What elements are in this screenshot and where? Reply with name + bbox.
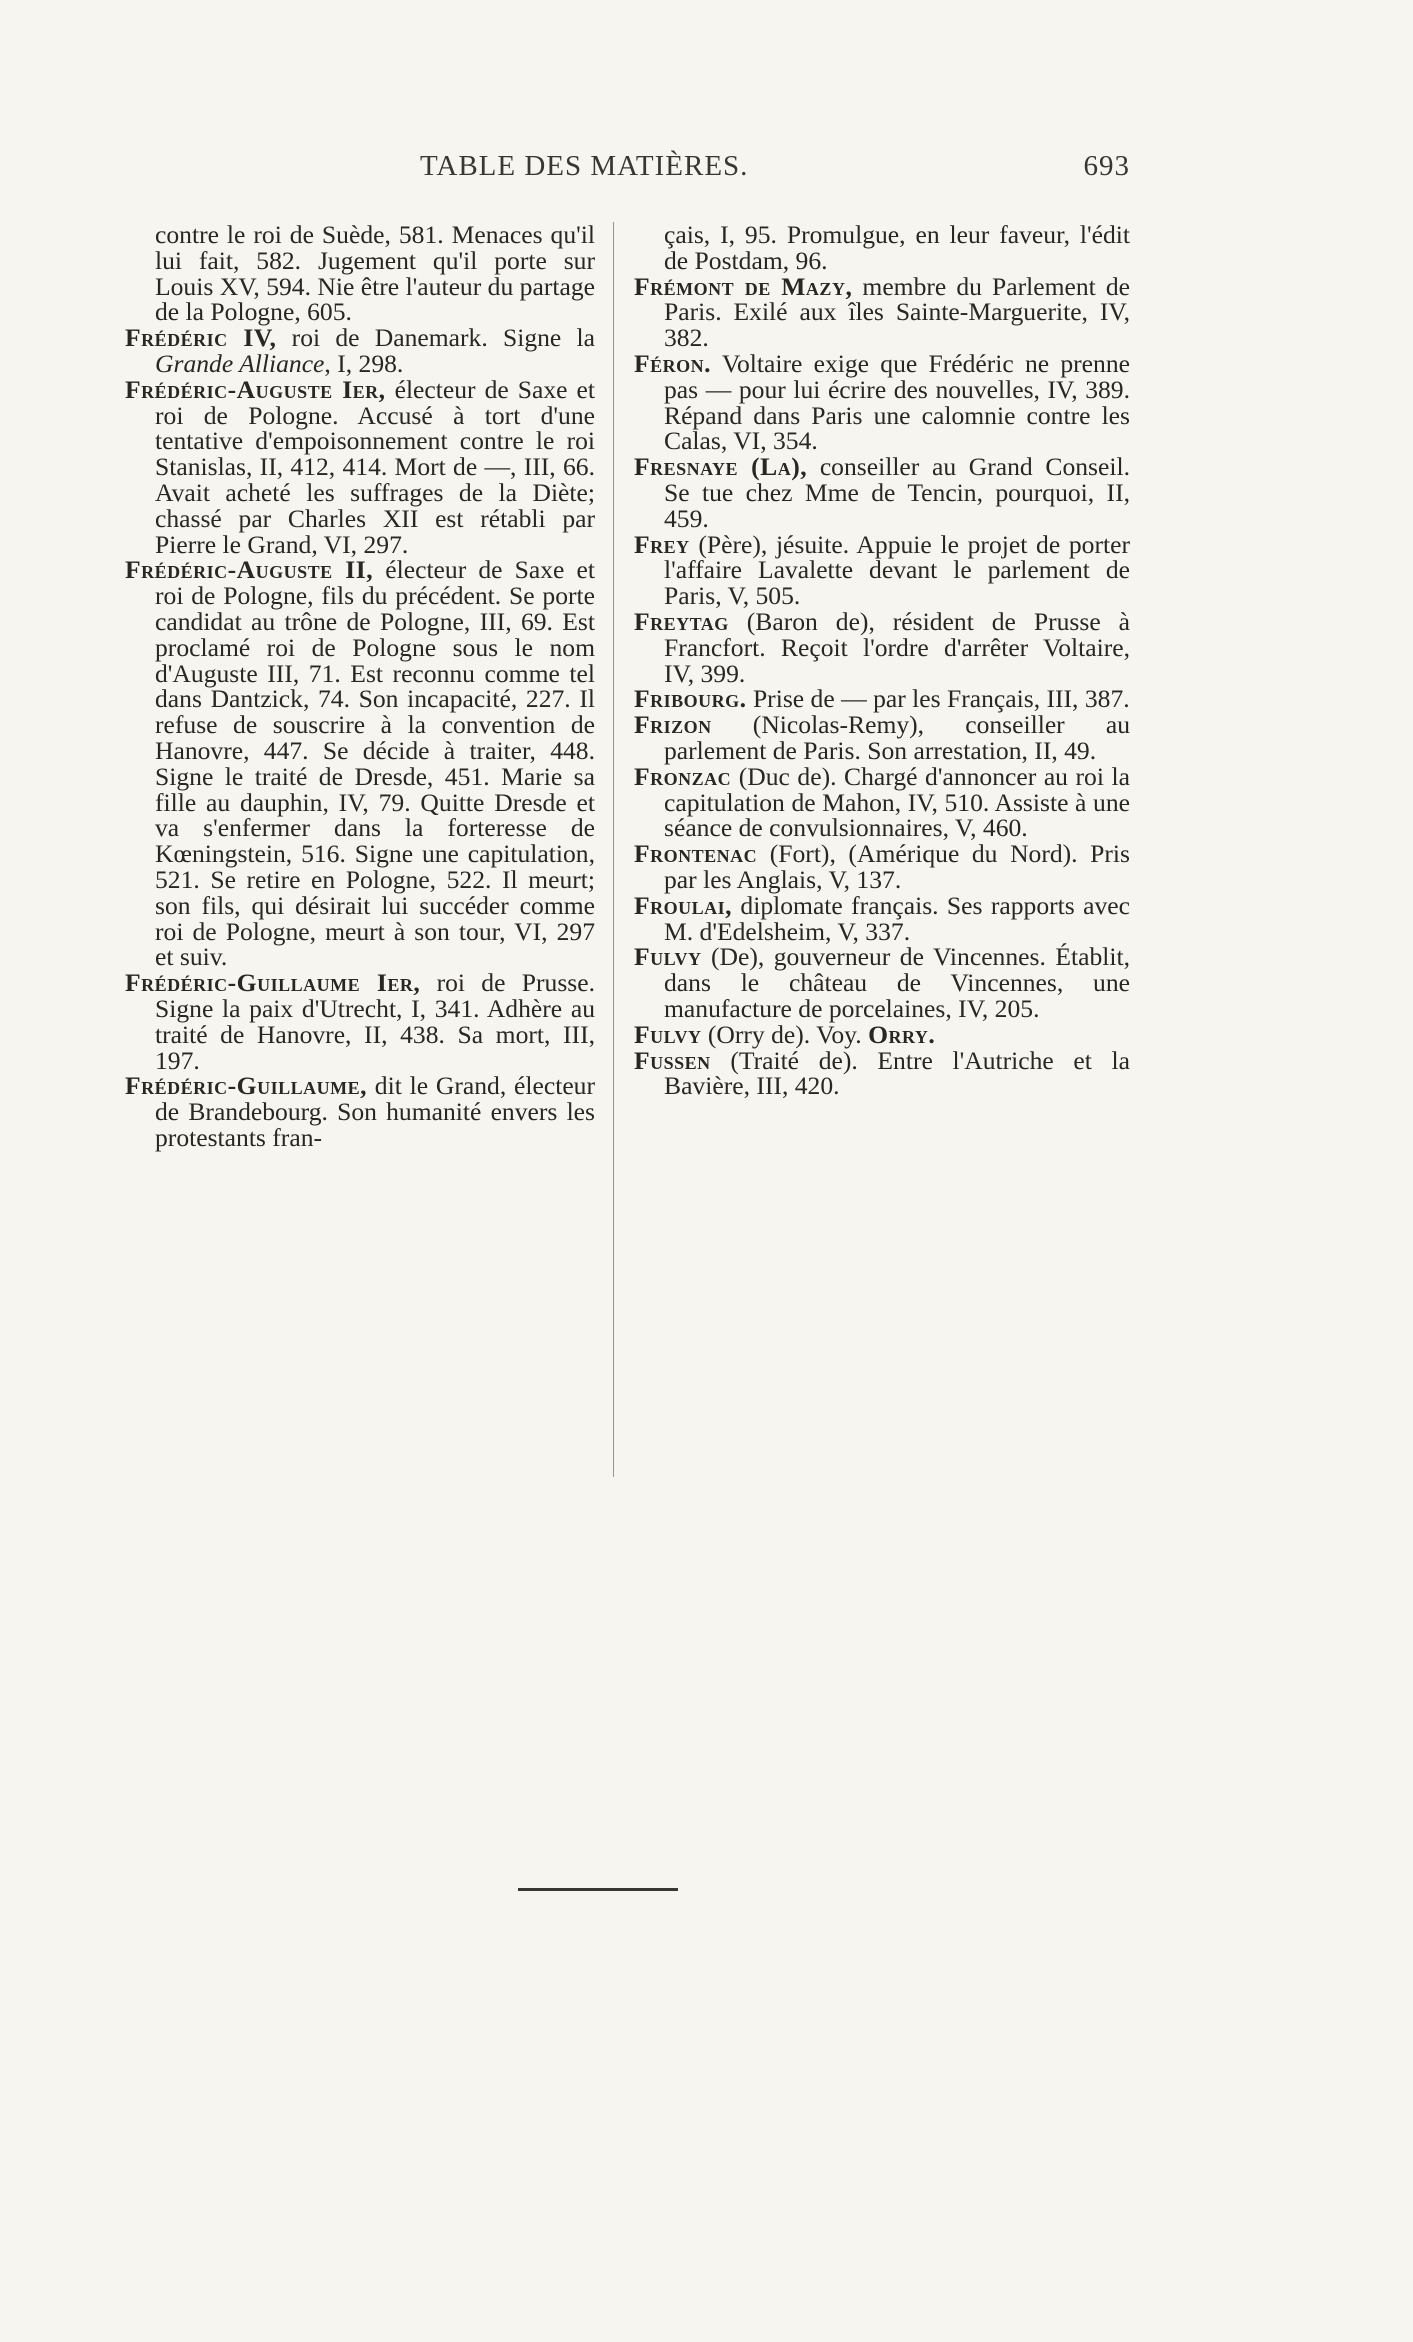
index-entry	[634, 841, 1130, 893]
entry-text: roi de Prusse. Signe la paix d'Utrecht, I, 341. Adhère au traité de Hanovre, II, 438. Sa mort, III, 197.	[155, 968, 595, 1075]
index-entry	[125, 222, 595, 325]
running-title: TABLE DES MATIÈRES.	[420, 150, 749, 182]
entry-headword: Fresnaye (La),	[634, 452, 808, 482]
entry-headword: Fribourg.	[634, 684, 747, 714]
entry-text: (Père), jésuite. Appuie le projet de porter l'affaire Lavalette devant le parlement de Paris, V, 505.	[664, 529, 1130, 611]
entry-text: électeur de Saxe et roi de Pologne, fils du précédent. Se porte candidat au trône de Pologne, III, 69. Est proclamé roi de Pologne sous le nom d'Auguste III, 71. Est reconnu comme tel dans Dantzick, 74. Son incapacité, 227. Il refuse de souscrire à la convention de Hanovre, 447. Se décide à traiter, 448. Signe le traité de Dresde, 451. Marie sa fille au dauphin, IV, 79. Quitte Dresde et va s'enfermer dans la forteresse de Kœningstein, 516. Signe une capitulation, 521. Se retire en Pologne, 522. Il meurt; son fils, qui désirait lui succéder comme roi de Pologne, meurt à son tour, VI, 297 et suiv.	[155, 555, 595, 972]
index-entry	[634, 686, 1130, 712]
entry-tail: , I, 298.	[324, 348, 404, 378]
entry-text: conseiller au Grand Conseil. Se tue chez Mme de Tencin, pourquoi, II, 459.	[664, 452, 1130, 533]
entry-headword: Frey	[634, 529, 690, 559]
index-entry	[634, 222, 1130, 274]
index-entry	[634, 271, 1130, 353]
entry-headword: Frémont de Mazy,	[634, 271, 853, 301]
entry-text: contre le roi de Suède, 581. Menaces qu'il lui fait, 582. Jugement qu'il porte sur Louis XV, 594. Nie être l'auteur du partage de la Pologne, 605.	[155, 220, 595, 327]
index-entry	[125, 557, 595, 970]
index-entry	[125, 325, 595, 377]
entry-text: (Nicolas-Remy), conseiller au parlement de Paris. Son arrestation, II, 49.	[664, 710, 1130, 765]
entry-text: (Traité de). Entre l'Autriche et la Bavière, III, 420.	[664, 1045, 1130, 1101]
entry-headword: Frontenac	[634, 839, 758, 869]
index-entry	[634, 348, 1130, 456]
entry-headword: Freytag	[634, 606, 729, 636]
index-entry	[634, 712, 1130, 764]
entry-text: roi de Danemark. Signe la	[276, 323, 595, 353]
entry-text: dit le Grand, électeur de Brandebourg. Son humanité envers les protestants fran-	[155, 1071, 595, 1152]
entry-headword: Frédéric-Auguste Ier,	[125, 374, 386, 404]
page-number: 693	[1083, 150, 1130, 182]
entry-text: électeur de Saxe et roi de Pologne. Accusé à tort d'une tentative d'empoisonnement contre le roi Stanislas, II, 412, 414. Mort de —, III, 66. Avait acheté les suffrages de la Diète; chassé par Charles XII est rétabli par Pierre le Grand, VI, 297.	[155, 374, 596, 559]
entry-headword: Fulvy	[634, 1019, 702, 1049]
entry-text: (Fort), (Amérique du Nord). Pris par les Anglais, V, 137.	[664, 839, 1130, 894]
end-rule	[518, 1888, 678, 1891]
index-entry	[125, 1073, 595, 1150]
entry-headword: Frédéric IV,	[125, 323, 277, 353]
index-entry	[634, 761, 1130, 843]
entry-headword: Frizon	[634, 710, 712, 740]
entry-text: çais, I, 95. Promulgue, en leur faveur, l'édit de Postdam, 96.	[664, 220, 1130, 275]
index-entry	[634, 890, 1130, 946]
entry-text: membre du Parlement de Paris. Exilé aux îles Sainte-Marguerite, IV, 382.	[664, 271, 1130, 353]
index-entry	[634, 944, 1130, 1021]
entry-headword: Frédéric-Guillaume,	[125, 1071, 367, 1101]
index-entry	[634, 1019, 1130, 1049]
entry-text: (Orry de). Voy.	[701, 1019, 869, 1049]
index-entry	[634, 454, 1130, 531]
entry-text: diplomate français. Ses rapports avec M. d'Edelsheim, V, 337.	[664, 890, 1130, 946]
entry-italic: Grande Alliance	[155, 348, 325, 378]
entry-headword: Féron.	[634, 348, 712, 378]
right-column	[634, 222, 1130, 1099]
entry-crossref: Orry.	[868, 1019, 936, 1049]
entry-headword: Frédéric-Auguste II,	[125, 555, 374, 585]
entry-text: Prise de — par les Français, III, 387.	[746, 684, 1130, 714]
index-entry	[634, 1045, 1130, 1101]
entry-headword: Froulai,	[634, 890, 733, 920]
index-entry	[634, 529, 1130, 611]
column-divider	[613, 222, 614, 1477]
entry-headword: Frédéric-Guillaume Ier,	[125, 968, 421, 998]
entry-text: (De), gouverneur de Vincennes. Établit, dans le château de Vincennes, une manufacture de porcelaines, IV, 205.	[664, 942, 1130, 1023]
index-entry	[125, 970, 595, 1073]
entry-headword: Fussen	[634, 1045, 711, 1075]
entry-text: (Duc de). Chargé d'annoncer au roi la capitulation de Mahon, IV, 510. Assiste à une séance de convulsionnaires, V, 460.	[664, 761, 1130, 843]
index-entry	[125, 374, 596, 559]
entry-headword: Fulvy	[634, 942, 702, 972]
index-entry	[634, 606, 1130, 688]
entry-headword: Fronzac	[634, 761, 732, 791]
left-column	[125, 222, 595, 1151]
entry-text: Voltaire exige que Frédéric ne prenne pas — pour lui écrire des nouvelles, IV, 389. Répand dans Paris une calomnie contre les Calas, VI, 354.	[664, 348, 1130, 456]
entry-text: (Baron de), résident de Prusse à Francfort. Reçoit l'ordre d'arrêter Voltaire, IV, 399.	[664, 606, 1130, 688]
